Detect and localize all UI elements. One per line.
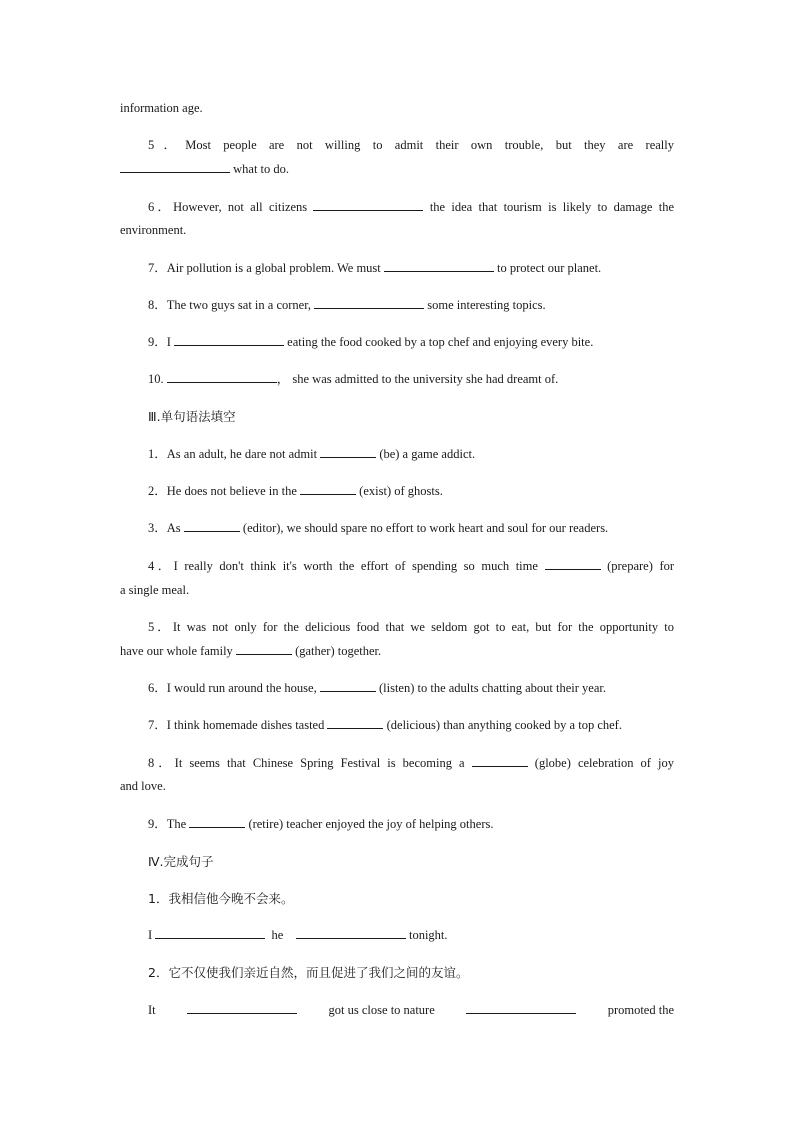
exercise-6-line1	[120, 196, 674, 219]
answer-blank[interactable]	[313, 197, 423, 211]
answer-blank[interactable]	[167, 369, 277, 383]
answer-blank[interactable]	[327, 715, 383, 729]
answer-blank[interactable]	[189, 814, 245, 828]
grammar-question-7	[120, 714, 674, 737]
answer-blank[interactable]	[300, 481, 356, 495]
line-text: 6．I would run around the house,	[148, 681, 317, 695]
exercise-9	[120, 331, 674, 354]
line-text: to protect our planet.	[497, 261, 602, 275]
exercise-6-line2	[120, 219, 674, 242]
line-text: (be) a game addict.	[379, 447, 476, 461]
line-text: what to do.	[233, 162, 290, 176]
section-heading	[120, 405, 674, 428]
line-text: some interesting topics.	[427, 298, 546, 312]
answer-blank[interactable]	[187, 1000, 297, 1014]
grammar-question-4-line1	[120, 555, 674, 578]
line-text: eating the food cooked by a top chef and enjoying every bite.	[287, 335, 594, 349]
line-text: 2．它不仅使我们亲近自然，而且促进了我们之间的友谊。	[148, 965, 469, 980]
grammar-question-1	[120, 443, 674, 466]
line-text: 9．I	[148, 335, 171, 349]
answer-blank[interactable]	[174, 332, 284, 346]
line-text: 9．The	[148, 817, 187, 831]
exercise-10	[120, 368, 674, 391]
grammar-question-5-line1	[120, 616, 674, 639]
line-text: 7．Air pollution is a global problem. We must	[148, 261, 381, 275]
answer-blank[interactable]	[184, 518, 240, 532]
line-text: I	[148, 928, 153, 942]
line-text: 1．我相信他今晚不会来。	[148, 891, 294, 906]
grammar-question-8-line1	[120, 752, 674, 775]
line-text: tonight.	[408, 928, 448, 942]
line-text: (prepare) for	[607, 559, 675, 573]
line-text: 3．As	[148, 521, 181, 535]
line-text: the idea that tourism is likely to damage the	[429, 200, 675, 214]
answer-blank[interactable]	[120, 159, 230, 173]
section-heading	[120, 850, 674, 873]
line-text: he	[271, 928, 284, 942]
text-line	[120, 97, 674, 120]
grammar-question-6	[120, 677, 674, 700]
answer-blank[interactable]	[384, 258, 494, 272]
answer-blank[interactable]	[320, 444, 376, 458]
heading-text: Ⅳ.完成句子	[148, 854, 214, 869]
line-text: (exist) of ghosts.	[359, 484, 443, 498]
line-text: (globe) celebration of joy	[534, 756, 675, 770]
exercise-7	[120, 257, 674, 280]
line-text: environment.	[120, 223, 187, 237]
line-text: promoted the	[607, 1003, 674, 1017]
line-text: (delicious) than anything cooked by a top chef.	[386, 718, 622, 732]
line-text: (listen) to the adults chatting about their year.	[378, 681, 607, 695]
translation-prompt-1	[120, 887, 674, 910]
grammar-question-9	[120, 813, 674, 836]
answer-blank[interactable]	[472, 753, 528, 767]
grammar-question-2	[120, 480, 674, 503]
line-text: (gather) together.	[295, 644, 382, 658]
line-text: 10.	[148, 372, 164, 386]
translation-prompt-2	[120, 961, 674, 984]
grammar-question-4-line2	[120, 579, 674, 602]
answer-blank[interactable]	[466, 1000, 576, 1014]
line-text: (editor), we should spare no effort to work heart and soul for our readers.	[242, 521, 609, 535]
line-text: 8．The two guys sat in a corner,	[148, 298, 312, 312]
answer-blank[interactable]	[314, 295, 424, 309]
line-text: ， she was admitted to the university she had dreamt of.	[276, 372, 559, 386]
line-text: a single meal.	[120, 583, 190, 597]
grammar-question-3	[120, 517, 674, 540]
line-text: information age.	[120, 101, 203, 115]
grammar-question-5-line2	[120, 640, 674, 663]
line-text: (retire) teacher enjoyed the joy of helping others.	[248, 817, 494, 831]
line-text: 7．I think homemade dishes tasted	[148, 718, 325, 732]
line-text: and love.	[120, 779, 166, 793]
line-text: 2．He does not believe in the	[148, 484, 297, 498]
line-text: got us close to nature	[328, 1003, 435, 1017]
line-text: 8．It seems that Chinese Spring Festival is becoming a	[148, 756, 465, 770]
answer-blank[interactable]	[155, 925, 265, 939]
answer-blank[interactable]	[296, 925, 406, 939]
answer-blank[interactable]	[236, 641, 292, 655]
line-text: It	[148, 1003, 156, 1017]
exercise-5-line2	[120, 158, 674, 181]
line-text: 1．As an adult, he dare not admit	[148, 447, 318, 461]
line-text: 6．However, not all citizens	[148, 200, 308, 214]
line-text: 4．I really don't think it's worth the effort of spending so much time	[148, 559, 538, 573]
heading-text: Ⅲ.单句语法填空	[148, 409, 236, 424]
exercise-8	[120, 294, 674, 317]
translation-answer-2	[148, 999, 674, 1022]
line-text: have our whole family	[120, 644, 233, 658]
answer-blank[interactable]	[545, 556, 601, 570]
answer-blank[interactable]	[320, 678, 376, 692]
exercise-5-line1	[120, 134, 674, 157]
line-text: 5．It was not only for the delicious food that we seldom got to eat, but for the opportunity to	[148, 620, 674, 634]
line-text: 5．Most people are not willing to admit their own trouble, but they are really	[148, 138, 674, 152]
grammar-question-8-line2	[120, 775, 674, 798]
translation-answer-1	[120, 924, 674, 947]
